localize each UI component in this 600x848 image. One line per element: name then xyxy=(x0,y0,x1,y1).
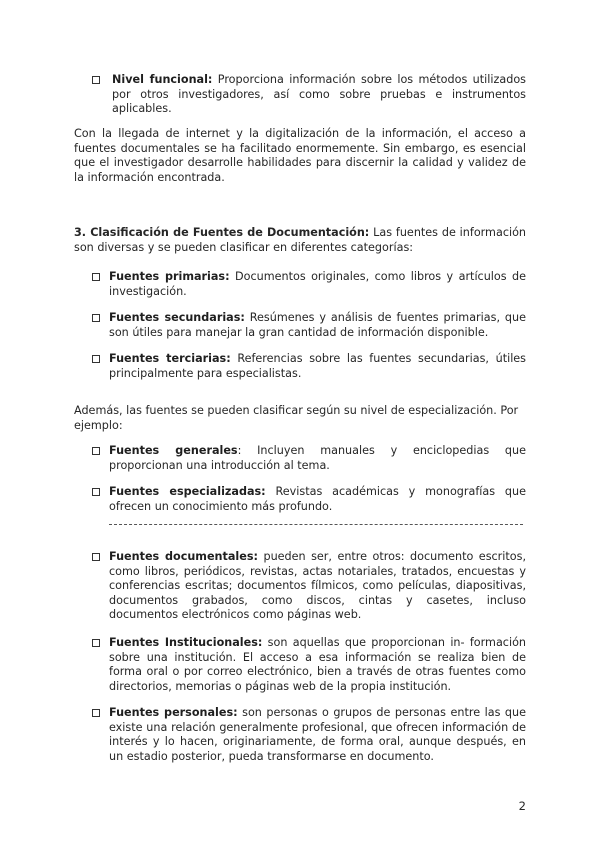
paragraph-internet: Con la llegada de internet y la digitalización de la información, el acceso a fuentes documentales se ha facilitado enormemente. Sin embargo, es esencial que el investigador desarrolle habilidades para discernir la calidad y validez de la información encontrada. xyxy=(74,127,526,184)
checkbox-bullet-icon xyxy=(92,314,100,322)
checkbox-bullet-icon xyxy=(92,553,100,561)
list-item-fuentes-terciarias xyxy=(92,352,526,381)
item-text: : Incluyen manuales y enciclopedias que proporcionan una introducción al tema. xyxy=(109,444,527,472)
list-item-fuentes-secundarias xyxy=(92,311,526,340)
section-heading: 3. Clasificación de Fuentes de Documentación: xyxy=(74,226,370,239)
item-label: Fuentes especializadas: xyxy=(109,485,266,498)
list-item-fuentes-primarias xyxy=(92,270,526,299)
list-item-fuentes-institucionales xyxy=(92,636,526,694)
item-label: Fuentes terciarias: xyxy=(109,352,231,365)
item-label: Fuentes personales: xyxy=(109,706,238,719)
item-label: Fuentes secundarias: xyxy=(109,311,245,324)
item-label: Fuentes documentales: xyxy=(109,550,258,563)
list-item-fuentes-documentales xyxy=(92,550,526,623)
dashed-divider xyxy=(109,524,523,525)
checkbox-bullet-icon xyxy=(92,273,100,281)
section-intro-text: Las fuentes de información son diversas y se pueden clasificar en diferentes categorías: xyxy=(74,226,527,254)
item-label: Fuentes generales xyxy=(109,444,238,457)
item-text: Resúmenes y análisis de fuentes primarias, que son útiles para manejar la gran cantidad de información disponible. xyxy=(109,311,526,339)
item-text: Referencias sobre las fuentes secundarias, útiles principalmente para especialistas. xyxy=(109,352,527,380)
list-item-fuentes-personales xyxy=(92,706,526,764)
item-label: Fuentes primarias: xyxy=(109,270,230,283)
checkbox-bullet-icon xyxy=(92,355,100,363)
list-item-fuentes-generales xyxy=(92,444,526,473)
item-label: Nivel funcional: xyxy=(112,73,213,86)
checkbox-bullet-icon xyxy=(92,488,100,496)
checkbox-bullet-icon xyxy=(92,447,100,455)
paragraph-specialization: Además, las fuentes se pueden clasificar según su nivel de especialización. Por ejemplo: xyxy=(74,404,519,432)
checkbox-bullet-icon xyxy=(92,709,100,717)
list-item-nivel-funcional xyxy=(92,73,526,117)
checkbox-bullet-icon xyxy=(92,639,100,647)
item-label: Fuentes Institucionales: xyxy=(109,636,263,649)
item-text: son aquellas que proporcionan in- formación sobre una institución. El acceso a esa información se realiza bien de forma oral o por correo electrónico, bien a través de otras fuentes como directorios, memorias o páginas web de la propia institución. xyxy=(109,636,527,693)
page-number: 2 xyxy=(518,799,526,813)
item-text: pueden ser, entre otros: documento escritos, como libros, periódicos, revistas, actas notariales, tratados, encuestas y conferencias escritas; documentos fílmicos, como películas, diapositivas, documentos grabados, como discos, cintas y casetes, incluso documentos electrónicos como páginas web. xyxy=(109,550,526,622)
section-3-intro xyxy=(74,226,526,255)
item-text: Proporciona información sobre los métodos utilizados por otros investigadores, así como sobre pruebas e instrumentos aplicables. xyxy=(112,73,526,116)
item-text: Revistas académicas y monografías que ofrecen un conocimiento más profundo. xyxy=(109,485,526,513)
checkbox-bullet-icon xyxy=(92,76,100,84)
list-item-fuentes-especializadas xyxy=(92,485,526,514)
item-text: Documentos originales, como libros y artículos de investigación. xyxy=(109,270,526,298)
item-text: son personas o grupos de personas entre las que existe una relación generalmente profesional, que ofrecen información de interés y lo hacen, originariamente, de forma oral, aunque después, en un estadio posterior, pueda transformarse en documento. xyxy=(109,706,526,763)
